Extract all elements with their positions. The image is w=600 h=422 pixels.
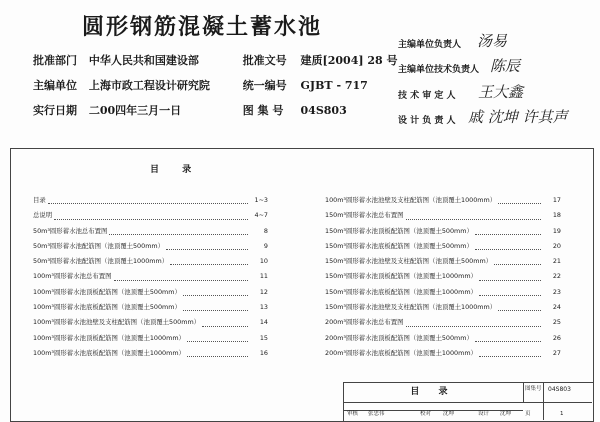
signature-2: 陈辰 bbox=[490, 57, 521, 75]
toc-entry[interactable]: 200m³圆形蓄水池底板配筋图（池顶覆土1000mm） 27 bbox=[325, 348, 561, 357]
title-block-divider bbox=[543, 382, 544, 420]
toc-entry[interactable]: 100m³圆形蓄水池池壁及支柱配筋图（池顶覆土1000mm） 17 bbox=[325, 196, 561, 204]
toc-entry[interactable]: 50m³圆形蓄水池配筋图（池顶覆土500mm） 9 bbox=[33, 241, 268, 250]
design-label: 设计 bbox=[478, 411, 490, 417]
toc-right-column bbox=[325, 193, 561, 361]
title-block-divider bbox=[523, 402, 592, 403]
toc-entry[interactable]: 总说明 4~7 bbox=[33, 211, 268, 220]
signature-1: 汤易 bbox=[477, 32, 508, 50]
signature-3: 王大鑫 bbox=[478, 83, 524, 101]
resp-label-1: 主编单位负责人 bbox=[398, 40, 462, 50]
page-label: 页 bbox=[525, 411, 531, 417]
toc-entry[interactable]: 200m³圆形蓄水池总布置图 25 bbox=[325, 318, 561, 327]
toc-entry[interactable]: 150m³圆形蓄水池总布置图 18 bbox=[325, 211, 561, 220]
review-label: 审核 bbox=[347, 411, 359, 417]
toc-entry[interactable]: 100m³圆形蓄水池顶板配筋图（池顶覆土500mm） 12 bbox=[33, 287, 268, 296]
resp-label-4: 设 计 负 责 人 bbox=[398, 116, 456, 126]
toc-entry[interactable]: 100m³圆形蓄水池底板配筋图（池顶覆土1000mm） 16 bbox=[33, 348, 268, 357]
toc-entry[interactable]: 150m³圆形蓄水池池壁及支柱配筋图（池顶覆土1000mm） 24 bbox=[325, 303, 561, 312]
toc-entry[interactable]: 50m³圆形蓄水池总布置图 8 bbox=[33, 226, 268, 235]
toc-entry[interactable]: 50m³圆形蓄水池配筋图（池顶覆土1000mm） 10 bbox=[33, 257, 268, 266]
toc-left-column bbox=[33, 193, 268, 361]
atlas-label: 图集号 bbox=[525, 386, 542, 392]
atlas-number: 04S803 bbox=[548, 386, 571, 393]
toc-heading-left: 目 录 bbox=[150, 165, 202, 175]
toc-entry[interactable]: 100m³圆形蓄水池池壁及支柱配筋图（池顶覆土500mm） 14 bbox=[33, 318, 268, 327]
toc-entry[interactable]: 目录 1~3 bbox=[33, 196, 268, 204]
document-title: 圆形钢筋混凝土蓄水池 bbox=[82, 14, 323, 40]
toc-entry[interactable]: 100m³圆形蓄水池总布置图 11 bbox=[33, 272, 268, 281]
resp-label-3: 技 术 审 定 人 bbox=[398, 91, 456, 101]
design-name: 沈坤 bbox=[500, 411, 512, 417]
signature-4: 戚 沈坤 许其声 bbox=[468, 108, 568, 126]
toc-entry[interactable]: 150m³圆形蓄水池底板配筋图（池顶覆土500mm） 20 bbox=[325, 241, 561, 250]
info-row-3: 实行日期 二00四年三月一日 图 集 号 04S803 bbox=[33, 104, 347, 117]
info-row-1: 批准部门 中华人民共和国建设部 批准文号 建质[2004] 28 号 bbox=[33, 54, 398, 67]
toc-entry[interactable]: 200m³圆形蓄水池顶板配筋图（池顶覆土500mm） 26 bbox=[325, 333, 561, 342]
info-row-2: 主编单位 上海市政工程设计研究院 统一编号 GJBT - 717 bbox=[33, 79, 368, 92]
toc-entry[interactable]: 150m³圆形蓄水池顶板配筋图（池顶覆土1000mm） 22 bbox=[325, 272, 561, 281]
check-label: 校对 bbox=[420, 411, 432, 417]
toc-entry[interactable]: 100m³圆形蓄水池底板配筋图（池顶覆土500mm） 13 bbox=[33, 303, 268, 312]
toc-entry[interactable]: 150m³圆形蓄水池池壁及支柱配筋图（池顶覆土500mm） 21 bbox=[325, 257, 561, 266]
resp-label-2: 主编单位技术负责人 bbox=[398, 65, 480, 75]
title-block-name: 目 录 bbox=[343, 382, 524, 403]
review-name: 张忠伟 bbox=[368, 411, 385, 417]
check-name: 沈坤 bbox=[443, 411, 455, 417]
toc-entry[interactable]: 100m³圆形蓄水池顶板配筋图（池顶覆土1000mm） 15 bbox=[33, 333, 268, 342]
toc-entry[interactable]: 150m³圆形蓄水池顶板配筋图（池顶覆土500mm） 19 bbox=[325, 226, 561, 235]
page-number: 1 bbox=[560, 411, 564, 417]
toc-entry[interactable]: 150m³圆形蓄水池底板配筋图（池顶覆土1000mm） 23 bbox=[325, 287, 561, 296]
